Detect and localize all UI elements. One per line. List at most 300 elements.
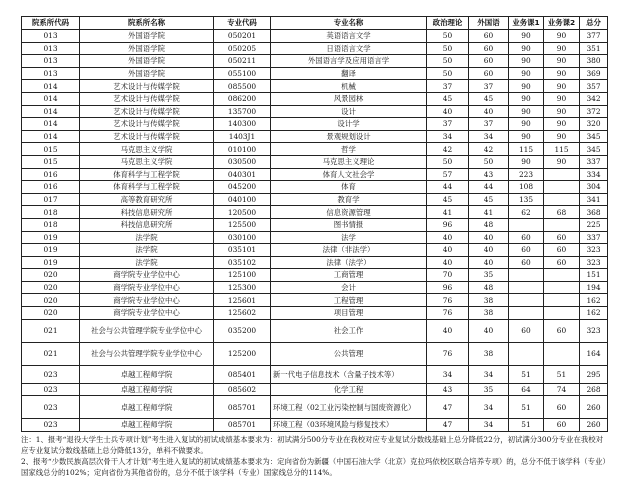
table-cell: 商学院专业学位中心	[80, 294, 214, 307]
table-cell: 90	[544, 105, 580, 118]
table-cell: 013	[22, 67, 80, 80]
table-row	[22, 244, 608, 257]
table-cell: 304	[580, 181, 608, 194]
table-cell: 41	[469, 206, 509, 219]
header-cell: 院系所名称	[80, 17, 214, 30]
table-cell: 化学工程	[271, 383, 427, 396]
table-cell: 马克思主义学院	[80, 143, 214, 156]
table-cell: 43	[469, 168, 509, 181]
table-cell: 014	[22, 130, 80, 143]
table-cell: 76	[427, 294, 469, 307]
table-cell: 环境工程（03环境风险与修复技术）	[271, 419, 427, 432]
table-cell: 023	[22, 419, 80, 432]
table-cell: 38	[469, 307, 509, 320]
table-cell: 艺术设计与传媒学院	[80, 105, 214, 118]
table-row	[22, 206, 608, 219]
table-cell: 337	[580, 155, 608, 168]
table-cell: 40	[427, 256, 469, 269]
table-cell: 76	[427, 342, 469, 365]
table-cell: 外国语学院	[80, 30, 214, 43]
table-cell: 050205	[214, 42, 271, 55]
table-cell: 48	[469, 281, 509, 294]
table-cell: 90	[509, 130, 544, 143]
table-cell: 023	[22, 396, 80, 419]
table-cell: 023	[22, 383, 80, 396]
table-cell: 34	[469, 365, 509, 383]
table-cell	[509, 281, 544, 294]
score-table	[21, 16, 608, 432]
table-row	[22, 155, 608, 168]
table-cell: 030100	[214, 231, 271, 244]
table-cell: 010100	[214, 143, 271, 156]
table-cell: 040301	[214, 168, 271, 181]
table-cell: 345	[580, 130, 608, 143]
table-cell: 68	[544, 206, 580, 219]
table-cell: 60	[469, 30, 509, 43]
table-cell: 外国语学院	[80, 42, 214, 55]
table-cell: 工程管理	[271, 294, 427, 307]
table-cell: 50	[469, 155, 509, 168]
table-cell: 323	[580, 244, 608, 257]
table-cell: 体育科学与工程学院	[80, 181, 214, 194]
table-cell: 014	[22, 80, 80, 93]
table-cell: 020	[22, 281, 80, 294]
table-cell: 140300	[214, 118, 271, 131]
table-cell: 323	[580, 319, 608, 342]
table-cell: 设计	[271, 105, 427, 118]
table-row	[22, 105, 608, 118]
table-cell: 368	[580, 206, 608, 219]
table-cell: 125602	[214, 307, 271, 320]
table-cell	[544, 181, 580, 194]
table-cell: 47	[427, 396, 469, 419]
table-cell: 机械	[271, 80, 427, 93]
table-cell: 环境工程（02工业污染控制与国废资源化）	[271, 396, 427, 419]
table-cell: 社会与公共管理学院专业学位中心	[80, 342, 214, 365]
table-cell: 40	[427, 105, 469, 118]
table-cell: 40	[427, 319, 469, 342]
table-row	[22, 307, 608, 320]
table-cell: 体育科学与工程学院	[80, 168, 214, 181]
table-cell	[544, 269, 580, 282]
table-cell: 日语语言文学	[271, 42, 427, 55]
table-cell: 马克思主义学院	[80, 155, 214, 168]
table-cell: 337	[580, 231, 608, 244]
table-cell: 60	[544, 319, 580, 342]
table-cell: 新一代电子信息技术（含量子技术等）	[271, 365, 427, 383]
score-table-page	[21, 16, 607, 479]
header-cell: 总分	[580, 17, 608, 30]
table-cell: 60	[544, 231, 580, 244]
table-cell: 34	[427, 130, 469, 143]
table-cell: 085500	[214, 80, 271, 93]
table-cell: 44	[469, 181, 509, 194]
table-cell: 260	[580, 396, 608, 419]
table-cell: 045200	[214, 181, 271, 194]
table-cell: 162	[580, 307, 608, 320]
table-cell: 35	[469, 383, 509, 396]
table-cell: 019	[22, 231, 80, 244]
header-row	[22, 17, 608, 30]
table-row	[22, 168, 608, 181]
table-cell: 哲学	[271, 143, 427, 156]
table-cell: 115	[544, 143, 580, 156]
table-cell	[509, 218, 544, 231]
table-cell: 41	[427, 206, 469, 219]
table-row	[22, 396, 608, 419]
table-cell	[544, 218, 580, 231]
table-cell: 35	[469, 269, 509, 282]
table-cell: 018	[22, 218, 80, 231]
table-cell: 商学院专业学位中心	[80, 269, 214, 282]
table-cell: 37	[427, 80, 469, 93]
table-cell: 372	[580, 105, 608, 118]
table-cell	[544, 294, 580, 307]
table-cell: 45	[427, 92, 469, 105]
table-cell: 268	[580, 383, 608, 396]
table-cell: 60	[544, 419, 580, 432]
header-cell: 政治理论	[427, 17, 469, 30]
table-cell: 90	[544, 118, 580, 131]
table-cell: 60	[469, 67, 509, 80]
table-row	[22, 143, 608, 156]
table-cell: 外国语学院	[80, 67, 214, 80]
table-cell: 高等教育研究所	[80, 193, 214, 206]
table-cell: 40	[469, 244, 509, 257]
table-cell: 34	[469, 130, 509, 143]
table-cell: 艺术设计与传媒学院	[80, 118, 214, 131]
table-cell: 125200	[214, 342, 271, 365]
table-cell: 50	[427, 67, 469, 80]
table-cell: 225	[580, 218, 608, 231]
table-cell: 会计	[271, 281, 427, 294]
header-cell: 外国语	[469, 17, 509, 30]
table-cell: 108	[509, 181, 544, 194]
table-cell: 60	[544, 396, 580, 419]
table-cell: 艺术设计与传媒学院	[80, 92, 214, 105]
table-cell: 040100	[214, 193, 271, 206]
table-cell: 体育人文社会学	[271, 168, 427, 181]
table-cell: 341	[580, 193, 608, 206]
table-cell: 345	[580, 143, 608, 156]
table-cell	[544, 168, 580, 181]
table-cell: 016	[22, 181, 80, 194]
table-row	[22, 281, 608, 294]
table-cell: 科技信息研究所	[80, 206, 214, 219]
table-cell: 商学院专业学位中心	[80, 281, 214, 294]
table-cell: 法学院	[80, 256, 214, 269]
header-cell: 业务课2	[544, 17, 580, 30]
table-cell: 卓越工程师学院	[80, 383, 214, 396]
table-cell: 323	[580, 256, 608, 269]
table-cell: 050201	[214, 30, 271, 43]
footnote-2: 2、报考“少数民族高层次骨干人才计划”考生进入复试的初试成绩基本要求为：定向省份为新疆（中国石油大学（北京）克拉玛依校区联合培养专项）的，总分不低于该学科（专业）国家线总分的102%；定向省份为其他省份的，总分不低于该学科（专业）国家线总分的114%。	[21, 457, 607, 478]
table-cell: 法学	[271, 231, 427, 244]
table-cell: 项目管理	[271, 307, 427, 320]
table-cell: 44	[427, 181, 469, 194]
table-cell: 015	[22, 155, 80, 168]
table-cell: 96	[427, 281, 469, 294]
table-cell: 90	[509, 155, 544, 168]
table-cell: 景观规划设计	[271, 130, 427, 143]
table-cell: 60	[509, 231, 544, 244]
table-cell: 37	[469, 118, 509, 131]
table-cell: 40	[427, 244, 469, 257]
table-cell: 086200	[214, 92, 271, 105]
table-cell: 法学院	[80, 244, 214, 257]
table-cell: 020	[22, 307, 80, 320]
table-cell: 369	[580, 67, 608, 80]
table-cell: 013	[22, 55, 80, 68]
table-cell: 90	[544, 130, 580, 143]
table-row	[22, 294, 608, 307]
table-cell: 工商管理	[271, 269, 427, 282]
table-cell	[544, 193, 580, 206]
table-cell: 021	[22, 342, 80, 365]
table-cell: 125100	[214, 269, 271, 282]
table-cell: 035102	[214, 256, 271, 269]
table-row	[22, 193, 608, 206]
table-row	[22, 342, 608, 365]
table-cell: 42	[469, 143, 509, 156]
table-cell: 60	[469, 55, 509, 68]
table-cell: 085701	[214, 419, 271, 432]
table-row	[22, 92, 608, 105]
table-row	[22, 80, 608, 93]
table-row	[22, 130, 608, 143]
table-cell: 50	[427, 30, 469, 43]
table-row	[22, 319, 608, 342]
table-body	[22, 30, 608, 432]
table-cell: 62	[509, 206, 544, 219]
table-cell: 351	[580, 42, 608, 55]
table-cell: 380	[580, 55, 608, 68]
table-cell: 法学院	[80, 231, 214, 244]
table-row	[22, 218, 608, 231]
header-cell: 专业名称	[271, 17, 427, 30]
table-cell: 085401	[214, 365, 271, 383]
footnotes	[21, 434, 607, 479]
table-cell: 法律（非法学）	[271, 244, 427, 257]
table-cell: 90	[509, 55, 544, 68]
table-cell	[509, 342, 544, 365]
table-cell: 030500	[214, 155, 271, 168]
table-cell	[544, 307, 580, 320]
table-row	[22, 269, 608, 282]
table-cell: 135700	[214, 105, 271, 118]
table-cell: 社会工作	[271, 319, 427, 342]
table-cell: 90	[509, 80, 544, 93]
table-cell: 342	[580, 92, 608, 105]
table-cell	[544, 281, 580, 294]
table-cell: 43	[427, 383, 469, 396]
table-cell: 295	[580, 365, 608, 383]
table-cell: 40	[469, 231, 509, 244]
table-cell: 马克思主义理论	[271, 155, 427, 168]
table-cell: 015	[22, 143, 80, 156]
table-cell: 60	[509, 244, 544, 257]
table-row	[22, 118, 608, 131]
table-cell: 021	[22, 319, 80, 342]
table-cell: 51	[544, 365, 580, 383]
table-cell: 34	[469, 396, 509, 419]
table-cell: 085602	[214, 383, 271, 396]
table-cell	[509, 269, 544, 282]
table-cell: 60	[544, 256, 580, 269]
table-cell: 125500	[214, 218, 271, 231]
table-cell: 260	[580, 419, 608, 432]
table-cell: 卓越工程师学院	[80, 396, 214, 419]
table-cell: 40	[469, 105, 509, 118]
table-cell: 40	[469, 256, 509, 269]
table-cell: 50	[427, 55, 469, 68]
table-cell: 223	[509, 168, 544, 181]
table-cell: 050211	[214, 55, 271, 68]
table-cell: 90	[544, 155, 580, 168]
table-cell: 019	[22, 256, 80, 269]
table-cell: 035101	[214, 244, 271, 257]
table-cell: 45	[427, 193, 469, 206]
table-cell: 60	[509, 256, 544, 269]
footnote-1: 注：1、报考“退役大学生士兵专项计划”考生进入复试的初试成绩基本要求为：初试满分500分专业在我校对应专业复试分数线基础上总分降低22分，初试满分300分专业在我校对应专业复试分数线基础上总分降低13分，单科不做要求。	[21, 434, 604, 456]
table-cell: 45	[469, 92, 509, 105]
table-cell: 020	[22, 269, 80, 282]
header-cell: 业务课1	[509, 17, 544, 30]
table-cell: 90	[544, 67, 580, 80]
table-cell: 法律（法学）	[271, 256, 427, 269]
table-cell: 377	[580, 30, 608, 43]
table-cell: 艺术设计与传媒学院	[80, 130, 214, 143]
table-row	[22, 67, 608, 80]
table-cell: 卓越工程师学院	[80, 419, 214, 432]
table-cell: 45	[469, 193, 509, 206]
table-cell: 90	[509, 42, 544, 55]
table-cell: 体育	[271, 181, 427, 194]
table-cell: 023	[22, 365, 80, 383]
table-cell: 商学院专业学位中心	[80, 307, 214, 320]
table-cell: 38	[469, 342, 509, 365]
table-cell: 019	[22, 244, 80, 257]
table-cell: 60	[544, 244, 580, 257]
table-cell: 38	[469, 294, 509, 307]
table-cell: 035200	[214, 319, 271, 342]
table-cell: 51	[509, 419, 544, 432]
table-row	[22, 419, 608, 432]
table-cell: 74	[544, 383, 580, 396]
table-cell: 014	[22, 105, 80, 118]
table-cell: 90	[544, 42, 580, 55]
table-cell: 125601	[214, 294, 271, 307]
table-cell: 42	[427, 143, 469, 156]
table-cell	[544, 342, 580, 365]
table-cell: 57	[427, 168, 469, 181]
table-row	[22, 55, 608, 68]
table-cell: 164	[580, 342, 608, 365]
table-row	[22, 365, 608, 383]
table-cell: 图书情报	[271, 218, 427, 231]
table-cell: 90	[509, 118, 544, 131]
table-cell: 125300	[214, 281, 271, 294]
table-cell: 40	[469, 319, 509, 342]
table-cell: 162	[580, 294, 608, 307]
table-cell: 60	[469, 42, 509, 55]
table-cell: 34	[469, 419, 509, 432]
table-cell: 64	[509, 383, 544, 396]
table-cell: 外国语学院	[80, 55, 214, 68]
table-cell: 艺术设计与传媒学院	[80, 80, 214, 93]
table-cell: 公共管理	[271, 342, 427, 365]
table-cell: 017	[22, 193, 80, 206]
table-cell: 151	[580, 269, 608, 282]
table-row	[22, 256, 608, 269]
table-cell: 013	[22, 30, 80, 43]
table-cell: 设计学	[271, 118, 427, 131]
table-cell: 50	[427, 42, 469, 55]
table-cell: 90	[509, 30, 544, 43]
table-cell: 90	[544, 30, 580, 43]
table-cell: 018	[22, 206, 80, 219]
table-cell: 70	[427, 269, 469, 282]
table-cell: 卓越工程师学院	[80, 365, 214, 383]
table-cell: 英语语言文学	[271, 30, 427, 43]
table-cell: 014	[22, 118, 80, 131]
table-row	[22, 231, 608, 244]
table-cell: 120500	[214, 206, 271, 219]
table-cell: 信息资源管理	[271, 206, 427, 219]
table-cell	[509, 307, 544, 320]
table-cell: 48	[469, 218, 509, 231]
table-row	[22, 383, 608, 396]
table-cell: 90	[509, 92, 544, 105]
table-cell: 90	[544, 92, 580, 105]
table-cell: 014	[22, 92, 80, 105]
table-cell: 外国语言学及应用语言学	[271, 55, 427, 68]
table-cell: 47	[427, 419, 469, 432]
table-cell: 013	[22, 42, 80, 55]
table-cell: 085701	[214, 396, 271, 419]
table-cell: 1403J1	[214, 130, 271, 143]
table-cell: 50	[427, 155, 469, 168]
table-cell: 社会与公共管理学院专业学位中心	[80, 319, 214, 342]
table-cell: 51	[509, 365, 544, 383]
table-cell: 90	[544, 55, 580, 68]
table-cell: 76	[427, 307, 469, 320]
header-cell: 院系所代码	[22, 17, 80, 30]
table-cell: 37	[427, 118, 469, 131]
table-cell: 90	[509, 67, 544, 80]
table-cell: 40	[427, 231, 469, 244]
table-cell: 016	[22, 168, 80, 181]
table-cell: 51	[509, 396, 544, 419]
table-cell: 334	[580, 168, 608, 181]
table-cell: 科技信息研究所	[80, 218, 214, 231]
table-cell: 115	[509, 143, 544, 156]
table-cell: 翻译	[271, 67, 427, 80]
table-cell: 320	[580, 118, 608, 131]
table-cell: 教育学	[271, 193, 427, 206]
header-cell: 专业代码	[214, 17, 271, 30]
table-cell: 357	[580, 80, 608, 93]
table-cell: 96	[427, 218, 469, 231]
table-cell: 60	[509, 319, 544, 342]
table-cell: 90	[509, 105, 544, 118]
table-cell: 37	[469, 80, 509, 93]
table-cell: 055100	[214, 67, 271, 80]
table-cell: 34	[427, 365, 469, 383]
table-cell: 风景园林	[271, 92, 427, 105]
table-cell: 020	[22, 294, 80, 307]
table-row	[22, 181, 608, 194]
